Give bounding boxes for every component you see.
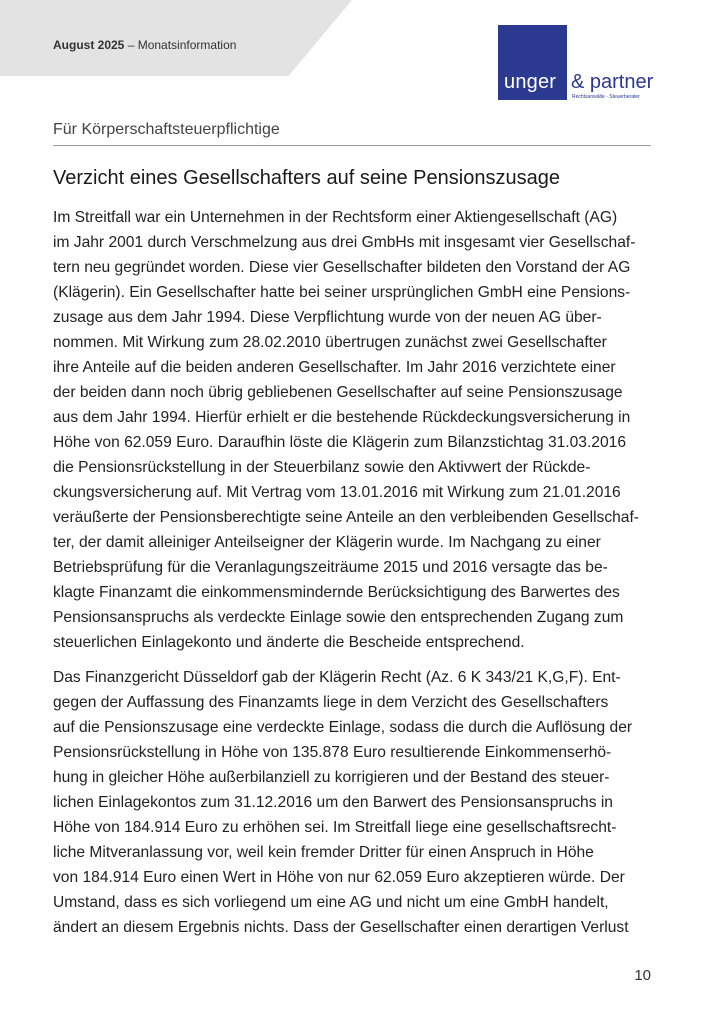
- paragraph: [53, 205, 653, 655]
- text-line: ter, der damit alleiniger Anteilseigner der Klägerin wurde. Im Nachgang zu einer: [53, 534, 601, 551]
- article-body: [53, 205, 653, 940]
- text-line: Das Finanzgericht Düsseldorf gab der Klägerin Recht (Az. 6 K 343/21 K,G,F). Ent-: [53, 669, 621, 686]
- document-header: [53, 38, 236, 52]
- logo-name-main: unger: [504, 71, 557, 93]
- logo-name-rest: & partner: [571, 71, 654, 93]
- text-line: Betriebsprüfung für die Veranlagungszeiträume 2015 und 2016 versagte das be-: [53, 559, 608, 576]
- text-line: gegen der Auffassung des Finanzamts liege in dem Verzicht des Gesellschafters: [53, 694, 609, 711]
- text-line: Höhe von 62.059 Euro. Daraufhin löste die Klägerin zum Bilanzstichtag 31.03.2016: [53, 434, 627, 451]
- page-number: 10: [634, 967, 651, 984]
- text-line: ckungsversicherung auf. Mit Vertrag vom 13.01.2016 mit Wirkung zum 21.01.2016: [53, 484, 621, 501]
- text-line: zusage aus dem Jahr 1994. Diese Verpflichtung wurde von der neuen AG über-: [53, 309, 602, 326]
- header-date: August 2025: [53, 38, 125, 52]
- text-line: hung in gleicher Höhe außerbilanziell zu korrigieren und der Bestand des steuer-: [53, 769, 610, 786]
- paragraph: [53, 665, 653, 940]
- text-line: steuerlichen Einlagekonto und änderte die Bescheide entsprechend.: [53, 634, 525, 651]
- header-separator: –: [124, 38, 138, 52]
- text-line: nommen. Mit Wirkung zum 28.02.2010 übertrugen zunächst zwei Gesellschafter: [53, 334, 607, 351]
- text-line: Umstand, dass es sich vorliegend um eine AG und nicht um eine GmbH handelt,: [53, 894, 609, 911]
- logo-tagline: Rechtsanwälte · Steuerberater: [572, 94, 640, 100]
- text-line: klagte Finanzamt die einkommensmindernde Berücksichtigung des Barwertes des: [53, 584, 620, 601]
- text-line: von 184.914 Euro einen Wert in Höhe von nur 62.059 Euro akzeptieren würde. Der: [53, 869, 625, 886]
- section-label: Für Körperschaftsteuerpflichtige: [53, 121, 280, 138]
- text-line: der beiden dann noch übrig gebliebenen Gesellschafter auf seine Pensionszusage: [53, 384, 623, 401]
- text-line: aus dem Jahr 1994. Hierfür erhielt er die bestehende Rückdeckungsversicherung in: [53, 409, 631, 426]
- paragraph-gap: [53, 655, 653, 665]
- text-line: tern neu gegründet worden. Diese vier Gesellschafter bildeten den Vorstand der AG: [53, 259, 631, 276]
- text-line: ihre Anteile auf die beiden anderen Gesellschafter. Im Jahr 2016 verzichtete einer: [53, 359, 616, 376]
- text-line: veräußerte der Pensionsberechtigte seine Anteile an den verbleibenden Gesellschaf-: [53, 509, 639, 526]
- text-line: die Pensionsrückstellung in der Steuerbilanz sowie den Aktivwert der Rückde-: [53, 459, 591, 476]
- text-line: Pensionsanspruchs als verdeckte Einlage sowie den entsprechenden Zugang zum: [53, 609, 624, 626]
- text-line: (Klägerin). Ein Gesellschafter hatte bei seiner ursprünglichen GmbH eine Pensions-: [53, 284, 631, 301]
- text-line: auf die Pensionszusage eine verdeckte Einlage, sodass die durch die Auflösung der: [53, 719, 633, 736]
- text-line: im Jahr 2001 durch Verschmelzung aus drei GmbHs mit insgesamt vier Gesellschaf-: [53, 234, 636, 251]
- text-line: Im Streitfall war ein Unternehmen in der Rechtsform einer Aktiengesellschaft (AG): [53, 209, 618, 226]
- article-title: Verzicht eines Gesellschafters auf seine Pensionszusage: [53, 167, 560, 189]
- text-line: Höhe von 184.914 Euro zu erhöhen sei. Im Streitfall liege eine gesellschaftsrecht-: [53, 819, 617, 836]
- text-line: lichen Einlagekontos zum 31.12.2016 um den Barwert des Pensionsanspruchs in: [53, 794, 613, 811]
- header-doc-type: Monatsinformation: [137, 38, 237, 52]
- text-line: ändert an diesem Ergebnis nichts. Dass der Gesellschafter einen derartigen Verlust: [53, 919, 629, 936]
- text-line: liche Mitveranlassung vor, weil kein fremder Dritter für einen Anspruch in Höhe: [53, 844, 594, 861]
- section-divider: [53, 145, 651, 146]
- text-line: Pensionsrückstellung in Höhe von 135.878 Euro resultierende Einkommenserhö-: [53, 744, 612, 761]
